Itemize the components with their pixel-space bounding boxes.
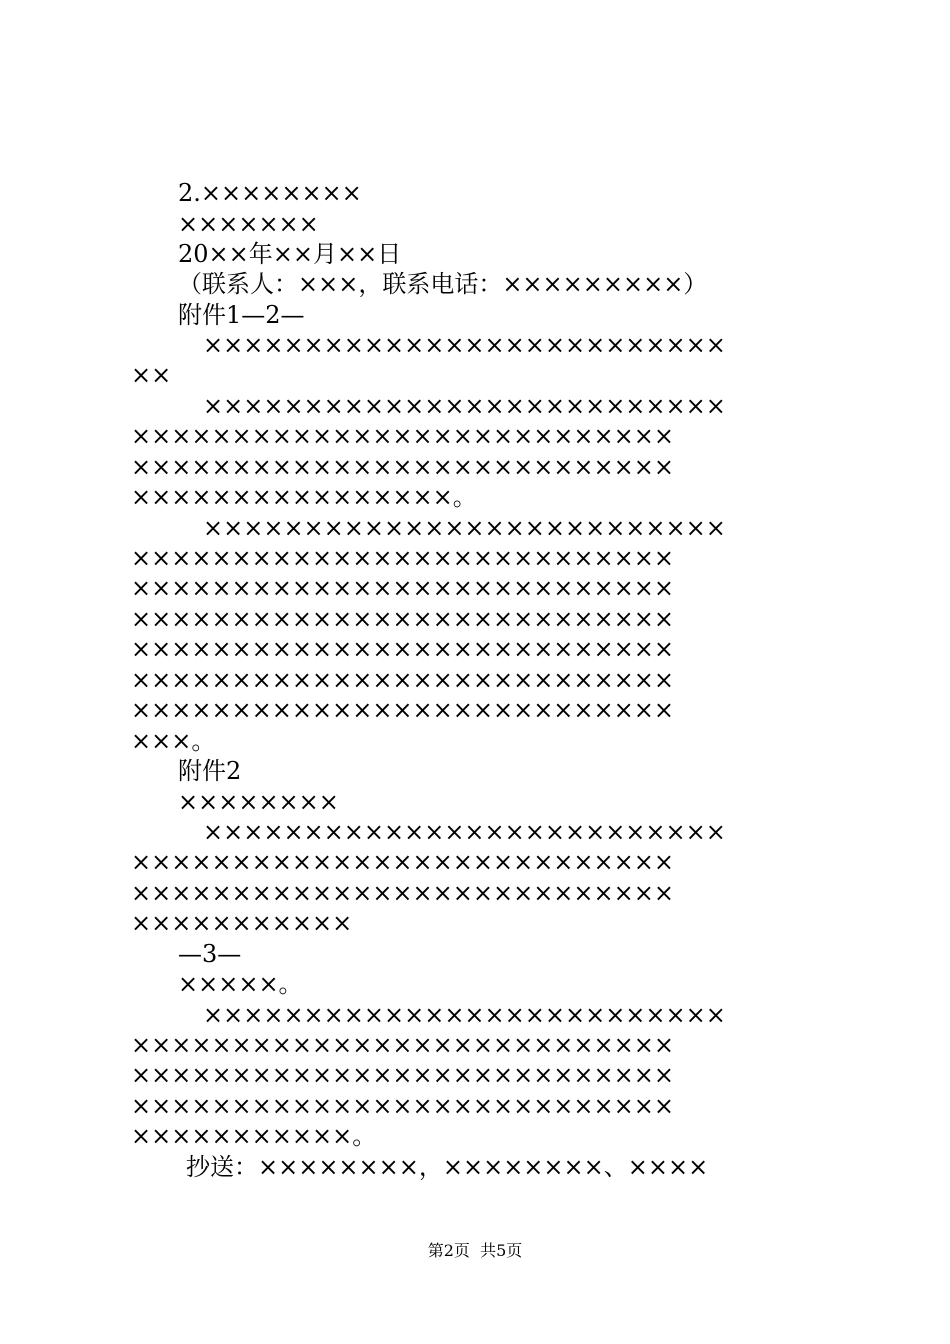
paragraph-line: ××××××××××××××××××××××××××× <box>131 605 674 633</box>
paragraph-line: ××××××××××××××××。 <box>131 483 477 511</box>
inline-page-number: —3— <box>178 940 242 968</box>
paragraph-line: ××××××××××××××××××××××××××× <box>131 544 674 572</box>
text-line: ×××××。 <box>178 970 303 998</box>
paragraph-line: ××××××××××× <box>131 909 353 937</box>
paragraph-line: ××××××××××××××××××××××××××× <box>131 696 674 724</box>
text-line: 2.×××××××× <box>178 179 362 207</box>
paragraph-line: ××××××××××××××××××××××××××× <box>131 574 674 602</box>
paragraph-line: ×× <box>131 361 172 389</box>
text-line: 附件1—2— <box>178 301 305 329</box>
attachment-title: ×××××××× <box>178 788 339 816</box>
paragraph-line: ××××××××××××××××××××××××××× <box>131 879 674 907</box>
paragraph-line: ×××××××××××××××××××××××××× <box>203 392 726 420</box>
text-line: ××××××× <box>178 210 319 238</box>
text-line: （联系人：×××，联系电话：×××××××××） <box>178 270 708 298</box>
paragraph-line: ×××××××××××××××××××××××××× <box>203 818 726 846</box>
page-footer: 第2页 共5页 <box>427 1241 523 1260</box>
paragraph-line: ××××××××××××××××××××××××××× <box>131 1092 674 1120</box>
paragraph-line: ××××××××××××××××××××××××××× <box>131 453 674 481</box>
paragraph-line: ××××××××××××××××××××××××××× <box>131 666 674 694</box>
paragraph-line: ××××××××××××××××××××××××××× <box>131 422 674 450</box>
paragraph-line: ××××××××××××××××××××××××××× <box>131 1061 674 1089</box>
paragraph-line: ×××××××××××。 <box>131 1122 377 1150</box>
paragraph-line: ××××××××××××××××××××××××××× <box>131 635 674 663</box>
paragraph-line: ×××××××××××××××××××××××××× <box>203 1001 726 1029</box>
cc-line: 抄送：××××××××，××××××××、×××× <box>186 1153 709 1181</box>
paragraph-line: ××××××××××××××××××××××××××× <box>131 1031 674 1059</box>
paragraph-line: ×××××××××××××××××××××××××× <box>203 514 726 542</box>
paragraph-line: ×××。 <box>131 727 216 755</box>
text-line: 20××年××月××日 <box>178 240 402 268</box>
paragraph-line: ××××××××××××××××××××××××××× <box>131 848 674 876</box>
attachment-heading: 附件2 <box>178 757 242 785</box>
paragraph-line: ×××××××××××××××××××××××××× <box>203 331 726 359</box>
